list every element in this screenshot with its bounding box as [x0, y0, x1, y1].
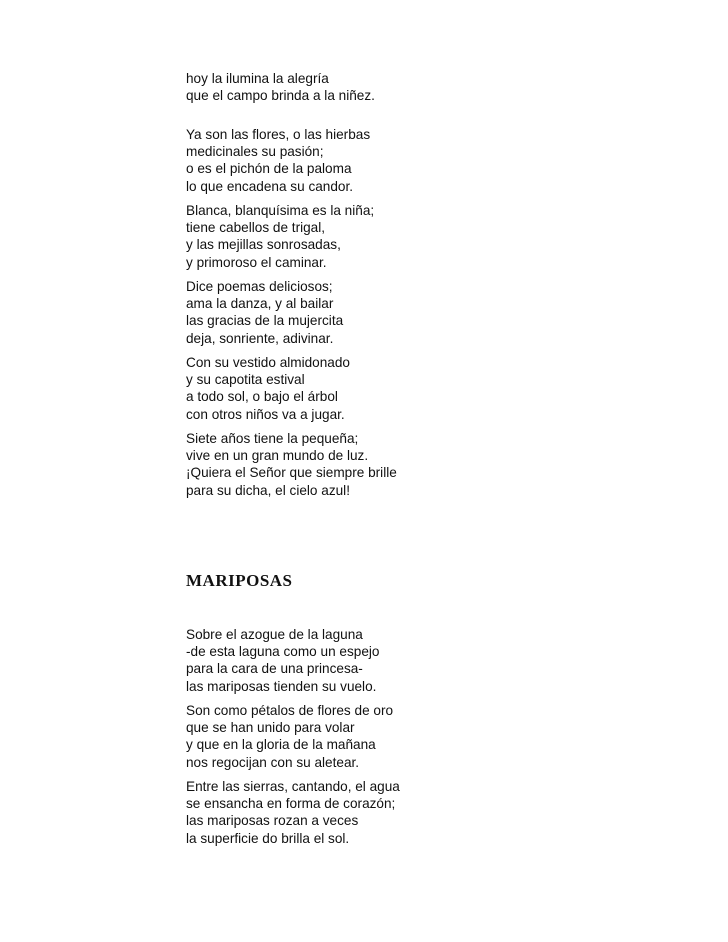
stanza — [186, 430, 706, 499]
poem-line: Dice poemas deliciosos; — [186, 279, 333, 294]
poem-continued-stanza-6 — [186, 430, 706, 499]
stanza — [186, 702, 706, 771]
poem-line: ¡Quiera el Señor que siempre brille — [186, 465, 397, 481]
stanza — [186, 626, 706, 695]
poem-continued-stanza-2 — [186, 126, 706, 195]
poem-line: Con su vestido almidonado — [186, 355, 350, 370]
poem-line: vive en un gran mundo de luz. — [186, 448, 369, 464]
mariposas-stanza-1 — [186, 626, 706, 695]
section-title: MARIPOSAS — [186, 571, 293, 590]
poem-continued-stanza-4 — [186, 278, 706, 347]
poem-line: -de esta laguna como un espejo — [186, 644, 380, 660]
poem-line: Entre las sierras, cantando, el agua — [186, 779, 400, 794]
poem-continued-stanza-5 — [186, 354, 706, 423]
stanza — [186, 126, 706, 195]
mariposas-stanza-3 — [186, 778, 706, 847]
poem-line: las mariposas rozan a veces — [186, 813, 359, 829]
stanza — [186, 354, 706, 423]
poem-line: lo que encadena su candor. — [186, 178, 354, 194]
poem-line: medicinales su pasión; — [186, 144, 324, 160]
poem-line: y primoroso el caminar. — [186, 254, 327, 270]
poem-continued — [186, 70, 706, 104]
poem-line: para su dicha, el cielo azul! — [186, 482, 350, 498]
poem-line: y que en la gloria de la mañana — [186, 737, 376, 753]
poem-line: Siete años tiene la pequeña; — [186, 431, 359, 446]
poem-line: que el campo brinda a la niñez. — [186, 88, 375, 104]
poem-line: Ya son las flores, o las hierbas — [186, 127, 371, 142]
poem-line: las mariposas tienden su vuelo. — [186, 678, 377, 694]
poem-line: que se han unido para volar — [186, 720, 355, 736]
poem-line: la superficie do brilla el sol. — [186, 830, 350, 846]
stanza — [186, 778, 706, 847]
poem-line: deja, sonriente, adivinar. — [186, 330, 334, 346]
poem-line: nos regocijan con su aletear. — [186, 754, 360, 770]
poem-line: Son como pétalos de flores de oro — [186, 703, 394, 718]
stanza — [186, 70, 706, 104]
poem-line: con otros niños va a jugar. — [186, 406, 345, 422]
poem-line: y su capotita estival — [186, 372, 305, 388]
poem-line: o es el pichón de la paloma — [186, 161, 352, 177]
poem-continued-stanza-3 — [186, 202, 706, 271]
poem-line: las gracias de la mujercita — [186, 313, 344, 329]
poem-line: ama la danza, y al bailar — [186, 296, 334, 312]
poem-line: y las mejillas sonrosadas, — [186, 237, 341, 253]
poem-line: se ensancha en forma de corazón; — [186, 796, 396, 812]
poem-line: Sobre el azogue de la laguna — [186, 627, 363, 642]
stanza — [186, 202, 706, 271]
poem-line: para la cara de una princesa- — [186, 661, 363, 677]
stanza — [186, 278, 706, 347]
poem-line: a todo sol, o bajo el árbol — [186, 389, 338, 405]
poem-line: hoy la ilumina la alegría — [186, 71, 329, 86]
poem-line: Blanca, blanquísima es la niña; — [186, 203, 375, 218]
mariposas-stanza-2 — [186, 702, 706, 771]
poem-line: tiene cabellos de trigal, — [186, 220, 326, 236]
